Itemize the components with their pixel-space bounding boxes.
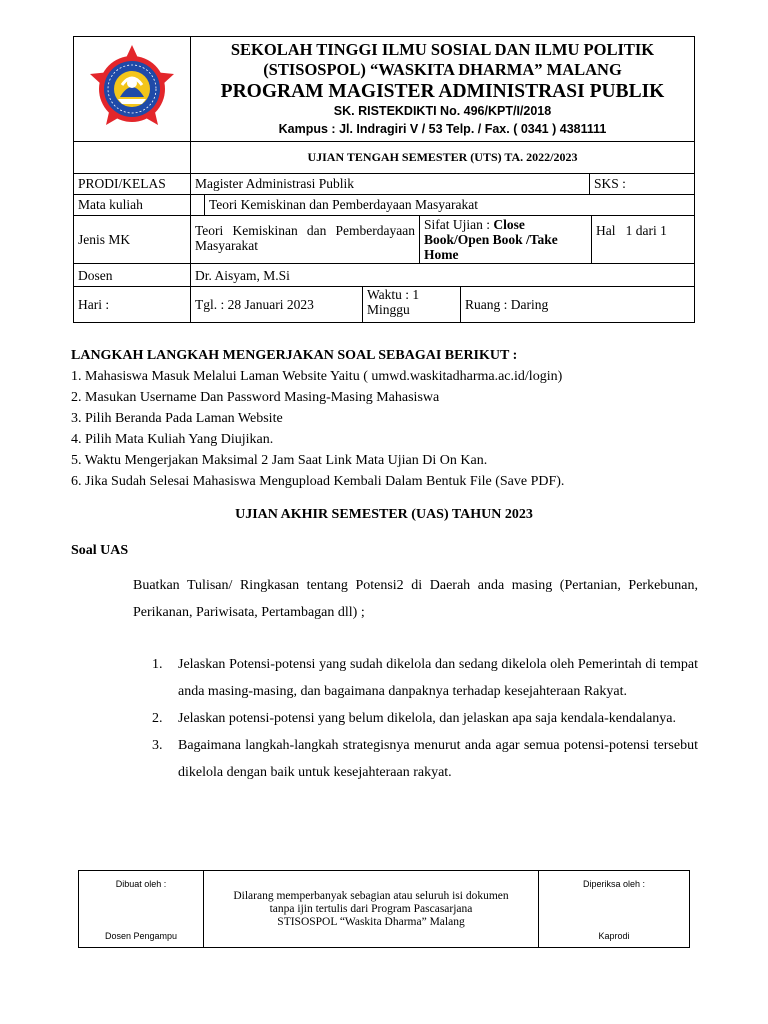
prodi-label: PRODI/KELAS — [78, 176, 166, 191]
prepared-by-cell — [79, 871, 203, 947]
copyright-notice — [203, 871, 538, 947]
notice-line-2: tanpa ijin tertulis dari Program Pascasarjana — [269, 902, 473, 915]
hari-row — [74, 286, 694, 322]
instruction-item: 2. Masukan Username Dan Password Masing-Masing Mahasiswa — [71, 390, 440, 405]
checked-by-label: Diperiksa oleh : — [582, 879, 646, 889]
sks-label: SKS : — [589, 174, 694, 194]
instructions-section — [71, 345, 711, 492]
instruction-item: 1. Mahasiswa Masuk Melalui Laman Website Yaitu ( umwd.waskitadharma.ac.id/login) — [71, 369, 563, 384]
matkul-row — [74, 194, 694, 215]
institution-name-2: (STISOSPOL) “WASKITA DHARMA” MALANG — [263, 60, 622, 79]
institution-logo — [74, 37, 190, 141]
notice-line-3: STISOSPOL “Waskita Dharma” Malang — [277, 915, 465, 928]
instruction-item: 5. Waktu Mengerjakan Maksimal 2 Jam Saat Link Mata Ujian Di On Kan. — [71, 453, 488, 468]
question-item — [152, 732, 698, 786]
soal-intro: Buatkan Tulisan/ Ringkasan tentang Potensi2 di Daerah anda masing (Pertanian, Perkebunan, Perikanan, Pariwisata, Pertambagan dll) ; — [133, 578, 698, 620]
approval-footer-table — [78, 870, 690, 948]
waktu-line-2: Minggu — [367, 302, 410, 317]
prepared-by-label: Dibuat oleh : — [115, 879, 167, 889]
sifat-value-1: Close — [493, 217, 525, 232]
ruang: Ruang : Daring — [460, 287, 694, 322]
empty-cell — [190, 195, 204, 215]
jenis-row — [74, 215, 694, 263]
dosen-label: Dosen — [78, 267, 113, 283]
hal-value: 1 dari 1 — [625, 223, 667, 238]
question-item — [152, 705, 698, 732]
dosen-row — [74, 263, 694, 286]
question-number: 1. — [152, 657, 163, 672]
instruction-item: 4. Pilih Mata Kuliah Yang Diujikan. — [71, 432, 274, 447]
checked-by-cell — [538, 871, 689, 947]
sk-number: SK. RISTEKDIKTI No. 496/KPT/I/2018 — [333, 104, 552, 118]
instruction-item: 6. Jika Sudah Selesai Mahasiswa Mengupload Kembali Dalam Bentuk File (Save PDF). — [71, 474, 565, 489]
dosen-value: Dr. Aisyam, M.Si — [190, 264, 694, 286]
lecturer-label: Dosen Pengampu — [104, 931, 178, 941]
campus-address: Kampus : Jl. Indragiri V / 53 Telp. / Fax. ( 0341 ) 4381111 — [278, 122, 607, 136]
waktu-line-1: Waktu : 1 — [367, 287, 420, 302]
matkul-value: Teori Kemiskinan dan Pemberdayaan Masyarakat — [204, 195, 694, 215]
jenis-value: Teori Kemiskinan dan Pemberdayaan Masyarakat — [190, 216, 419, 263]
sifat-ujian — [419, 216, 591, 263]
program-name: PROGRAM MAGISTER ADMINISTRASI PUBLIK — [220, 81, 665, 102]
matkul-label: Mata kuliah — [78, 197, 143, 212]
hari-label: Hari : — [78, 297, 110, 312]
hal-cell — [591, 216, 694, 263]
tanggal: Tgl. : 28 Januari 2023 — [190, 287, 362, 322]
question-number: 3. — [152, 738, 163, 753]
notice-line-1: Dilarang memperbanyak sebagian atau seluruh isi dokumen — [233, 889, 509, 902]
empty-cell — [74, 142, 190, 173]
exam-title: UJIAN TENGAH SEMESTER (UTS) TA. 2022/2023 — [190, 142, 694, 173]
question-list — [152, 651, 698, 786]
sifat-label: Sifat Ujian : — [424, 217, 494, 232]
exam-title-row — [74, 141, 694, 173]
soal-title: Soal UAS — [71, 543, 129, 558]
instruction-item: 3. Pilih Beranda Pada Laman Website — [71, 411, 283, 426]
institution-title-block — [190, 37, 694, 141]
institution-name: SEKOLAH TINGGI ILMU SOSIAL DAN ILMU POLITIK — [230, 40, 655, 59]
kaprodi-label: Kaprodi — [598, 931, 630, 941]
question-text: Jelaskan potensi-potensi yang belum dikelola, dan jelaskan apa saja kendala-kendalanya. — [178, 711, 676, 726]
hal-label: Hal — [596, 223, 616, 238]
seal-icon — [82, 41, 182, 137]
question-item — [152, 651, 698, 705]
question-number: 2. — [152, 711, 163, 726]
jenis-label: Jenis MK — [78, 232, 131, 247]
prodi-row — [74, 173, 694, 194]
instructions-title: LANGKAH LANGKAH MENGERJAKAN SOAL SEBAGAI BERIKUT : — [71, 348, 518, 363]
institution-header-row — [74, 37, 694, 141]
waktu — [362, 287, 460, 322]
uas-title: UJIAN AKHIR SEMESTER (UAS) TAHUN 2023 — [235, 507, 533, 522]
question-text: Jelaskan Potensi-potensi yang sudah dikelola dan sedang dikelola oleh Pemerintah di tempat anda masing-masing, dan bagaimana danpaknya terhadap kesejahteraan Rakyat. — [178, 657, 698, 699]
document-header-table — [73, 36, 695, 323]
sifat-value-2: Book/Open Book /Take Home — [424, 232, 558, 262]
question-text: Bagaimana langkah-langkah strategisnya menurut anda agar semua potensi-potensi tersebut dikelola dengan baik untuk kesejahteraan rakyat. — [178, 738, 698, 780]
prodi-value: Magister Administrasi Publik — [190, 174, 589, 194]
